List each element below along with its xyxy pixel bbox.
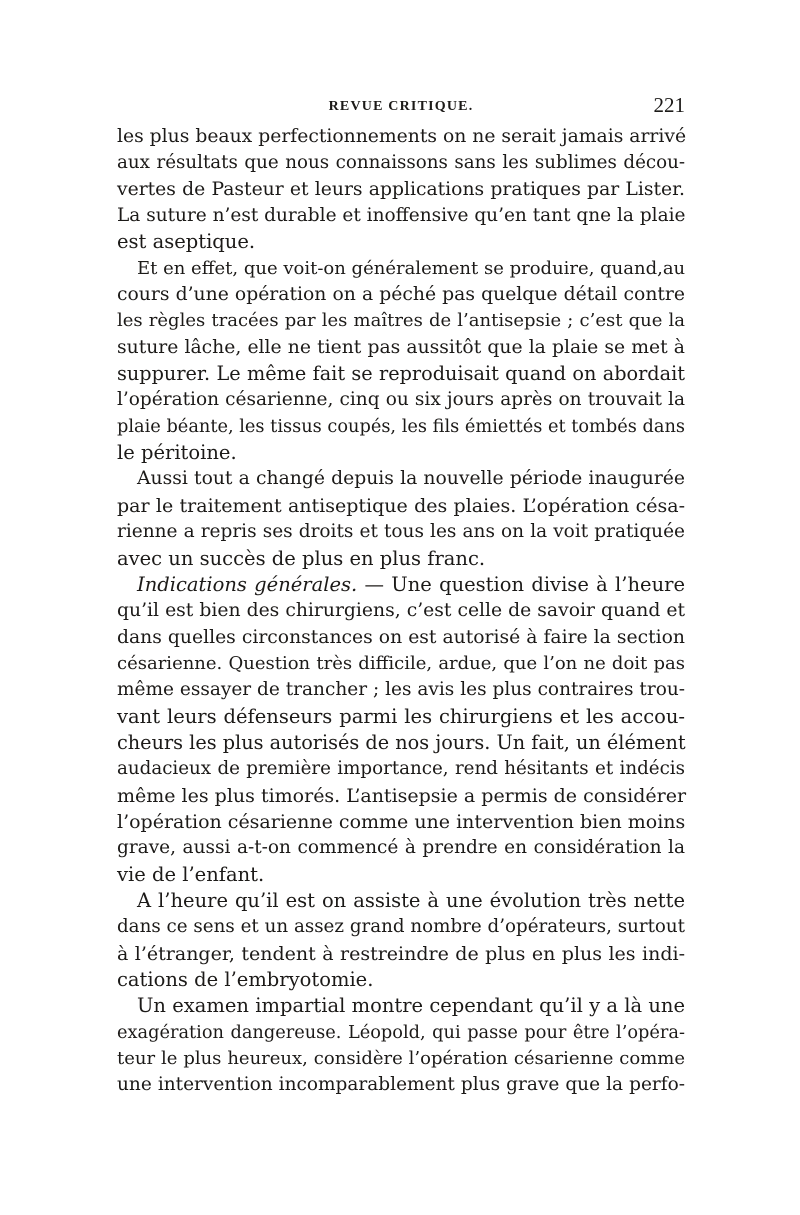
text-line: les plus beaux perfectionnements on ne serait jamais arrivé [117,126,687,147]
text-line: suppurer. Le même fait se reproduisait quand on abordait [117,362,685,386]
paragraph [117,466,685,571]
text-line: vertes de Pasteur et leurs applications pratiques par Lister. [117,178,685,200]
page-header [117,93,685,123]
text-line: est aseptique. [117,230,256,254]
text-line: teur le plus heureux, considère l’opération césarienne comme [117,1048,685,1070]
text-line: rienne a repris ses droits et tous les ans on la voit pratiquée [117,521,685,543]
text-line: même les plus timorés. L’antisepsie a permis de considérer [117,784,687,807]
paragraph [117,993,685,1098]
text-line: le péritoine. [117,441,237,465]
text-line: audacieux de première importance, rend hésitants et indécis [117,758,685,780]
text-line [117,572,685,598]
text-line: par le traitement antiseptique des plaies. L’opération césa- [117,494,685,517]
text-line: avec un succès de plus en plus franc. [117,546,486,570]
body-text [117,124,685,1099]
text-line: dans quelles circonstances on est autorisé à faire la section [117,626,685,648]
text-line: suture lâche, elle ne tient pas aussitôt que la plaie se met à [117,336,685,358]
text-line: cheurs les plus autorisés de nos jours. Un fait, un élément [117,730,686,754]
text-line: vie de l’enfant. [117,862,265,886]
text-line: à l’étranger, tendent à restreindre de plus en plus les indi- [117,942,685,965]
text-line: cours d’une opération on a péché pas quelque détail contre [117,284,685,306]
text-line: Et en effet, que voit-on généralement se produire, quand,au [137,257,686,279]
text-line: les règles tracées par les maîtres de l’antisepsie ; c’est que la [117,310,685,332]
text-line-rest: — Une question divise à l’heure [357,572,685,596]
page-number: 221 [653,93,685,117]
text-line: qu’il est bien des chirurgiens, c’est celle de savoir quand et [117,600,685,622]
text-line: Aussi tout a changé depuis la nouvelle période inaugurée [137,468,685,490]
text-line: exagération dangereuse. Léopold, qui passe pour être l’opéra- [117,1022,685,1043]
text-line: même essayer de trancher ; les avis les plus contraires trou- [117,679,685,701]
text-line: grave, aussi a-t-on commencé à prendre en considération la [117,837,685,859]
paragraph [117,888,685,993]
text-line: aux résultats que nous connaissons sans les sublimes décou- [117,152,685,174]
text-line: césarienne. Question très difficile, ardue, que l’on ne doit pas [117,652,685,674]
paragraph [117,256,685,467]
text-line: plaie béante, les tissus coupés, les fils émiettés et tombés dans [117,416,685,437]
text-line: A l’heure qu’il est on assiste à une évolution très nette [137,888,685,912]
text-line: cations de l’embryotomie. [117,968,374,991]
text-line: Un examen impartial montre cependant qu’il y a là une [137,994,685,1018]
text-line: dans ce sens et un assez grand nombre d’opérateurs, surtout [117,916,685,938]
text-line: vant leurs défenseurs parmi les chirurgiens et les accou- [117,704,685,728]
running-head: REVUE CRITIQUE. [328,99,474,114]
text-line: une intervention incomparablement plus grave que la perfo- [117,1074,685,1096]
section-heading: Indications générales. [137,572,358,596]
paragraph [117,572,685,888]
paragraph [117,124,685,256]
text-line: La suture n’est durable et inoffensive qu’en tant qne la plaie [117,205,686,227]
text-line: l’opération césarienne, cinq ou six jours après on trouvait la [117,389,685,411]
text-line: l’opération césarienne comme une intervention bien moins [117,810,686,833]
